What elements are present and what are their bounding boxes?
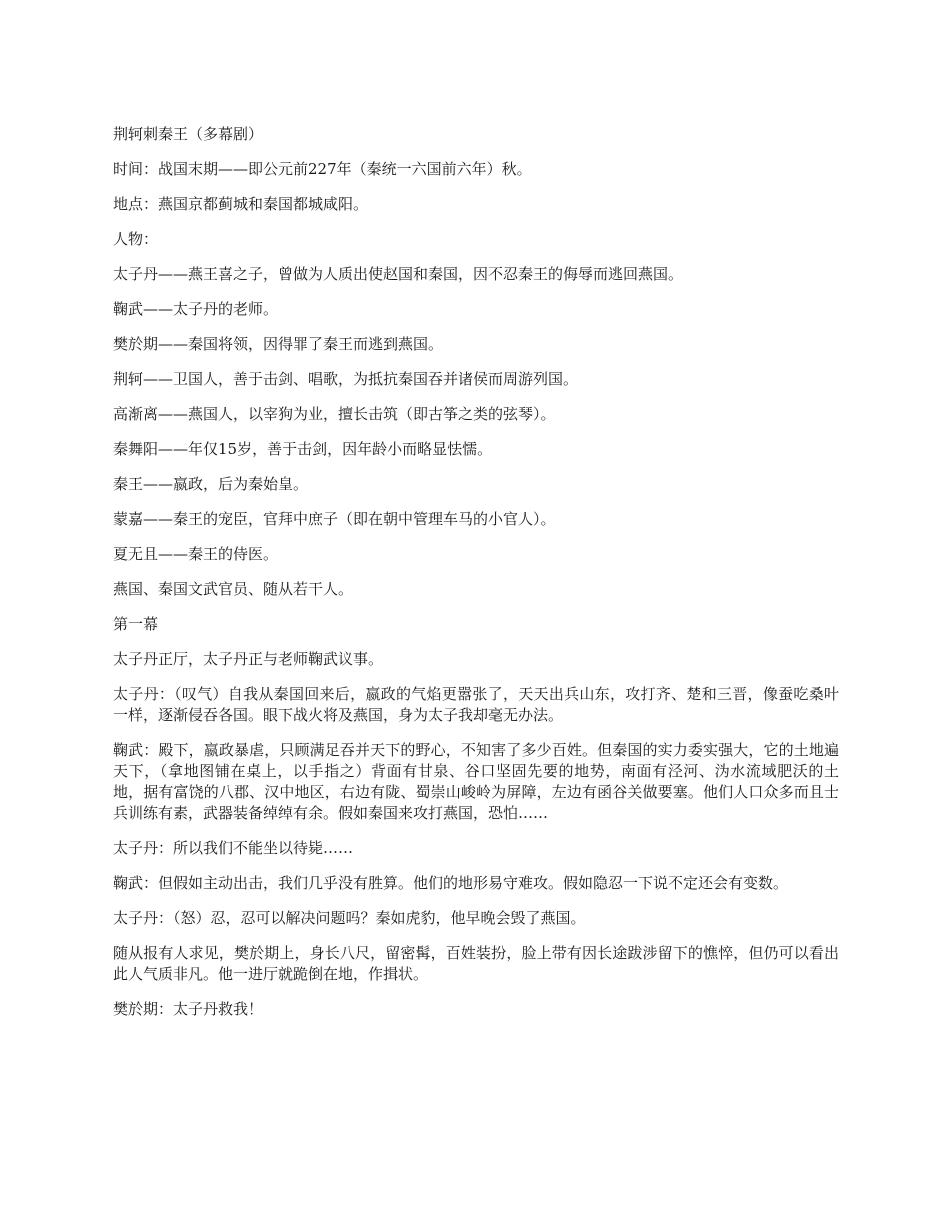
act-heading: 第一幕 — [113, 615, 159, 633]
document-page — [113, 124, 839, 1034]
stage-direction: 太子丹正厅，太子丹正与老师鞠武议事。 — [113, 650, 384, 668]
dialogue-line: 鞠武：殿下，嬴政暴虐，只顾满足吞并天下的野心，不知害了多少百姓。但秦国的实力委实强大，它的土地遍天下，（拿地图铺在桌上，以手指之）背面有甘泉、谷口坚固先要的地势，南面有泾河、沩水流域肥沃的土地，据有富饶的八郡、汉中地区，右边有陇、蜀崇山峻岭为屏障，左边有函谷关做要塞。他们人口众多而且士兵训练有素，武器装备绰绰有余。假如秦国来攻打燕国，恐怕…… — [113, 741, 839, 822]
character-entry: 高渐离——燕国人，以宰狗为业，擅长击筑（即古筝之类的弦琴）。 — [113, 405, 556, 423]
time-line: 时间：战国末期——即公元前227年（秦统一六国前六年）秋。 — [113, 160, 532, 178]
character-entry: 夏无且——秦王的侍医。 — [113, 545, 279, 563]
character-entry: 鞠武——太子丹的老师。 — [113, 300, 279, 318]
dialogue-line: 太子丹：（叹气）自我从秦国回来后，嬴政的气焰更嚣张了，天天出兵山东，攻打齐、楚和三晋，像蚕吃桑叶一样，逐渐侵吞各国。眼下战火将及燕国，身为太子我却毫无办法。 — [113, 685, 839, 724]
character-entry: 太子丹——燕王喜之子，曾做为人质出使赵国和秦国，因不忍秦王的侮辱而逃回燕国。 — [113, 265, 684, 283]
place-line: 地点：燕国京都蓟城和秦国都城咸阳。 — [113, 195, 369, 213]
characters-heading: 人物： — [113, 230, 159, 248]
dialogue-line: 太子丹：所以我们不能坐以待毙…… — [113, 839, 354, 857]
character-entry: 秦舞阳——年仅15岁，善于击剑，因年龄小而略显怯懦。 — [113, 440, 493, 458]
dialogue-line: 鞠武：但假如主动出击，我们几乎没有胜算。他们的地形易守难攻。假如隐忍一下说不定还会有变数。 — [113, 874, 789, 892]
stage-direction: 随从报有人求见，樊於期上，身长八尺，留密髯，百姓装扮，脸上带有因长途跋涉留下的憔悴，但仍可以看出此人气质非凡。他一进厅就跪倒在地，作揖状。 — [113, 944, 839, 983]
dialogue-line: 太子丹：（怒）忍，忍可以解决问题吗？秦如虎豹，他早晚会毁了燕国。 — [113, 909, 586, 927]
character-entry: 樊於期——秦国将领，因得罪了秦王而逃到燕国。 — [113, 335, 444, 353]
character-entry: 秦王——嬴政，后为秦始皇。 — [113, 475, 309, 493]
character-entry: 燕国、秦国文武官员、随从若干人。 — [113, 580, 354, 598]
character-entry: 荆轲——卫国人，善于击剑、唱歌，为抵抗秦国吞并诸侯而周游列国。 — [113, 370, 579, 388]
document-title: 荆轲刺秦王（多幕剧） — [113, 125, 264, 143]
dialogue-line: 樊於期：太子丹救我！ — [113, 1000, 264, 1018]
character-entry: 蒙嘉——秦王的宠臣，官拜中庶子（即在朝中管理车马的小官人）。 — [113, 510, 556, 528]
